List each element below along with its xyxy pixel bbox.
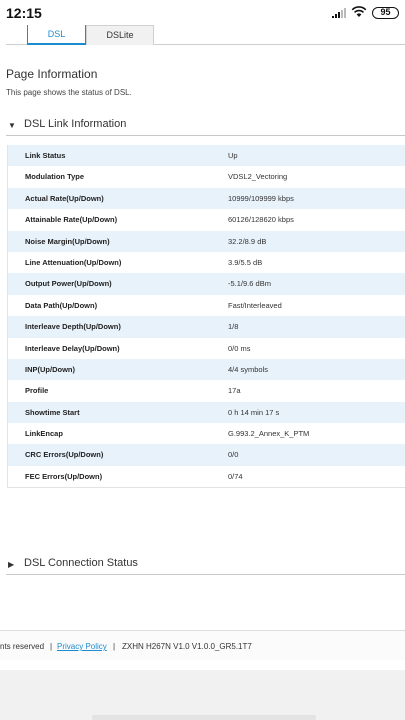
row-value: 0/74 (228, 471, 243, 481)
row-key: Interleave Depth(Up/Down) (25, 322, 121, 332)
table-row (8, 145, 405, 166)
table-row (8, 380, 405, 401)
footer-rights: nts reserved (0, 642, 45, 651)
table-row (8, 402, 405, 423)
page-title: Page Information (6, 67, 98, 81)
collapse-arrow-icon[interactable]: ▼ (8, 121, 16, 130)
section-title[interactable]: DSL Connection Status (24, 557, 138, 569)
row-value: G.993.2_Annex_K_PTM (228, 429, 310, 439)
section-dsl-connection-status[interactable] (6, 556, 405, 574)
section-divider (6, 135, 405, 136)
tab-dsllite[interactable]: DSLite (86, 25, 154, 45)
row-key: Link Status (25, 151, 66, 160)
battery-icon: 95 (372, 7, 399, 19)
status-bar (0, 0, 405, 26)
row-value: 17a (228, 386, 241, 396)
table-row (8, 423, 405, 444)
tab-divider (6, 44, 27, 45)
footer-separator: | (50, 642, 53, 651)
row-value: -5.1/9.6 dBm (228, 279, 271, 289)
footer-separator: | (113, 642, 116, 651)
dsl-link-table (7, 145, 405, 488)
row-key: Noise Margin(Up/Down) (25, 236, 110, 246)
row-value: VDSL2_Vectoring (228, 172, 288, 182)
wifi-icon (351, 6, 367, 18)
row-key: Modulation Type (25, 172, 85, 182)
table-row (8, 188, 405, 209)
row-value: 32.2/8.9 dB (228, 236, 267, 246)
row-value: 3.9/5.5 dB (228, 257, 263, 267)
table-row (8, 359, 405, 380)
tab-dsl[interactable]: DSL (27, 25, 86, 45)
status-time: 12:15 (6, 5, 42, 21)
row-key: Showtime Start (25, 407, 80, 417)
row-value: 0/0 ms (228, 343, 251, 353)
row-value: 4/4 symbols (228, 364, 269, 374)
expand-arrow-icon[interactable]: ▶ (8, 560, 15, 569)
row-value: Up (228, 151, 238, 160)
row-key: Line Attenuation(Up/Down) (25, 257, 122, 267)
row-key: Profile (25, 386, 49, 396)
table-row (8, 466, 405, 487)
section-dsl-link-information[interactable] (6, 117, 405, 135)
table-row (8, 166, 405, 187)
row-key: Output Power(Up/Down) (25, 279, 112, 289)
footer (0, 630, 405, 660)
table-row (8, 273, 405, 294)
tab-bar (0, 25, 405, 45)
row-key: CRC Errors(Up/Down) (25, 450, 104, 460)
tab-divider (154, 44, 405, 45)
row-key: Actual Rate(Up/Down) (25, 193, 104, 203)
section-title[interactable]: DSL Link Information (24, 118, 127, 130)
row-value: 60126/128620 kbps (228, 215, 294, 225)
page-description: This page shows the status of DSL. (6, 88, 132, 97)
table-row (8, 316, 405, 337)
table-row (8, 209, 405, 230)
row-key: Data Path(Up/Down) (25, 300, 98, 310)
table-row (8, 231, 405, 252)
row-key: LinkEncap (25, 429, 63, 439)
row-value: 0/0 (228, 450, 239, 460)
row-value: 10999/109999 kbps (228, 193, 294, 203)
row-value: Fast/Interleaved (228, 300, 282, 310)
home-indicator[interactable] (92, 715, 316, 720)
row-value: 0 h 14 min 17 s (228, 407, 280, 417)
section-divider (6, 574, 405, 575)
row-key: Interleave Delay(Up/Down) (25, 343, 120, 353)
row-key: FEC Errors(Up/Down) (25, 471, 103, 481)
row-key: INP(Up/Down) (25, 364, 75, 374)
row-value: 1/8 (228, 322, 239, 332)
table-row (8, 252, 405, 273)
bottom-panel (0, 670, 405, 720)
privacy-policy-link[interactable]: Privacy Policy (57, 642, 107, 651)
row-key: Attainable Rate(Up/Down) (25, 215, 118, 225)
table-row (8, 338, 405, 359)
table-row (8, 295, 405, 316)
firmware-version: ZXHN H267N V1.0 V1.0.0_GR5.1T7 (122, 642, 252, 651)
signal-icon (332, 8, 346, 18)
table-row (8, 444, 405, 465)
